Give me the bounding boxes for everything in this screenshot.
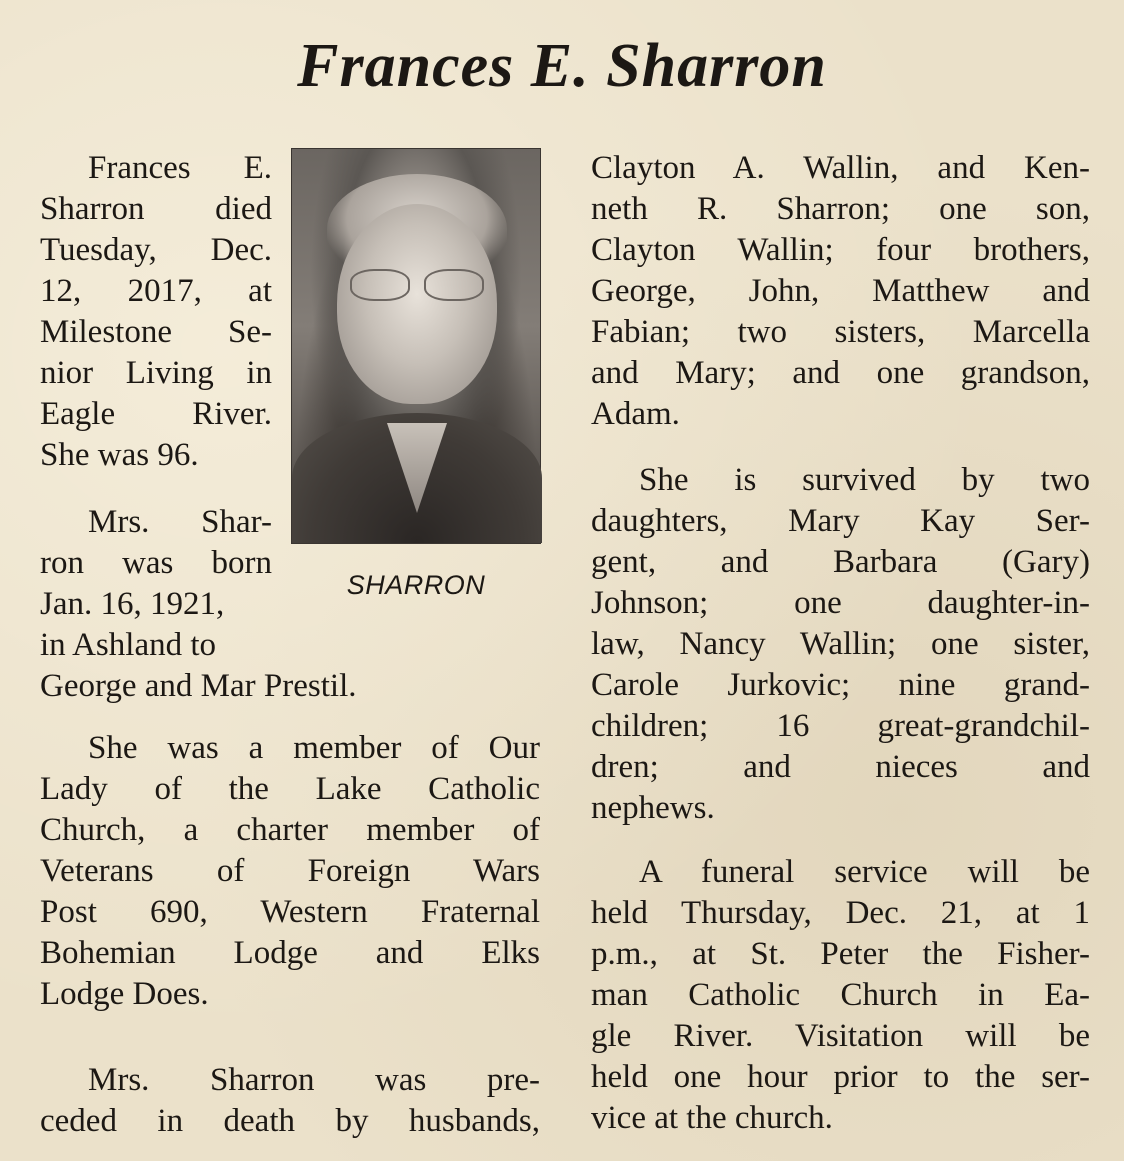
- paragraph-funeral: [591, 852, 1090, 1139]
- text-line: She was 96.: [40, 437, 199, 473]
- paragraph-survivors: [591, 460, 1090, 829]
- obituary-title: Frances E. Sharron: [297, 32, 827, 100]
- text-line: vice at the church.: [591, 1100, 833, 1136]
- paragraph-preceded-cont: [591, 148, 1090, 435]
- text-line: Jan. 16, 1921,: [40, 586, 225, 622]
- text-line: Milestone Se-: [40, 314, 272, 350]
- text-line: She is survived by two: [639, 462, 1090, 498]
- text-line: Veterans of Foreign Wars: [40, 853, 540, 889]
- text-line: gent, and Barbara (Gary): [591, 544, 1090, 580]
- text-line: Johnson; one daughter-in-: [591, 585, 1090, 621]
- text-line: Frances E.: [88, 150, 272, 186]
- text-line: nior Living in: [40, 355, 272, 391]
- text-line: ceded in death by husbands,: [40, 1103, 540, 1139]
- paragraph-birth-cont: [40, 666, 540, 707]
- text-line: Church, a charter member of: [40, 812, 540, 848]
- text-line: Bohemian Lodge and Elks: [40, 935, 540, 971]
- paragraph-preceded: [40, 1060, 540, 1142]
- text-line: man Catholic Church in Ea-: [591, 977, 1090, 1013]
- text-line: daughters, Mary Kay Ser-: [591, 503, 1090, 539]
- photo-caption: SHARRON: [346, 570, 486, 600]
- text-line: Lodge Does.: [40, 976, 209, 1012]
- portrait-photo: [291, 148, 541, 544]
- text-line: Mrs. Shar-: [88, 504, 272, 540]
- photo-face: [337, 204, 497, 404]
- text-line: and Mary; and one grandson,: [591, 355, 1090, 391]
- text-line: p.m., at St. Peter the Fisher-: [591, 936, 1090, 972]
- text-line: Carole Jurkovic; nine grand-: [591, 667, 1090, 703]
- text-line: 12, 2017, at: [40, 273, 272, 309]
- text-line: in Ashland to: [40, 627, 217, 663]
- text-line: Fabian; two sisters, Marcella: [591, 314, 1090, 350]
- text-line: Lady of the Lake Catholic: [40, 771, 540, 807]
- text-line: Clayton A. Wallin, and Ken-: [591, 150, 1090, 186]
- text-line: George and Mar Prestil.: [40, 668, 357, 704]
- text-line: gle River. Visitation will be: [591, 1018, 1090, 1054]
- paragraph-death-notice: [40, 148, 272, 476]
- text-line: held one hour prior to the ser-: [591, 1059, 1090, 1095]
- text-line: held Thursday, Dec. 21, at 1: [591, 895, 1090, 931]
- text-line: Eagle River.: [40, 396, 272, 432]
- text-line: A funeral service will be: [639, 854, 1090, 890]
- text-line: Tuesday, Dec.: [40, 232, 272, 268]
- text-line: She was a member of Our: [88, 730, 540, 766]
- text-line: nephews.: [591, 790, 715, 826]
- text-line: Sharron died: [40, 191, 272, 227]
- text-line: dren; and nieces and: [591, 749, 1090, 785]
- text-line: neth R. Sharron; one son,: [591, 191, 1090, 227]
- text-line: Clayton Wallin; four brothers,: [591, 232, 1090, 268]
- paragraph-birth: [40, 502, 272, 666]
- photo-glasses: [350, 269, 484, 299]
- text-line: Post 690, Western Fraternal: [40, 894, 540, 930]
- text-line: Mrs. Sharron was pre-: [88, 1062, 540, 1098]
- text-line: George, John, Matthew and: [591, 273, 1090, 309]
- text-line: ron was born: [40, 545, 272, 581]
- paragraph-memberships: [40, 728, 540, 1015]
- text-line: law, Nancy Wallin; one sister,: [591, 626, 1090, 662]
- text-line: children; 16 great-grandchil-: [591, 708, 1090, 744]
- text-line: Adam.: [591, 396, 680, 432]
